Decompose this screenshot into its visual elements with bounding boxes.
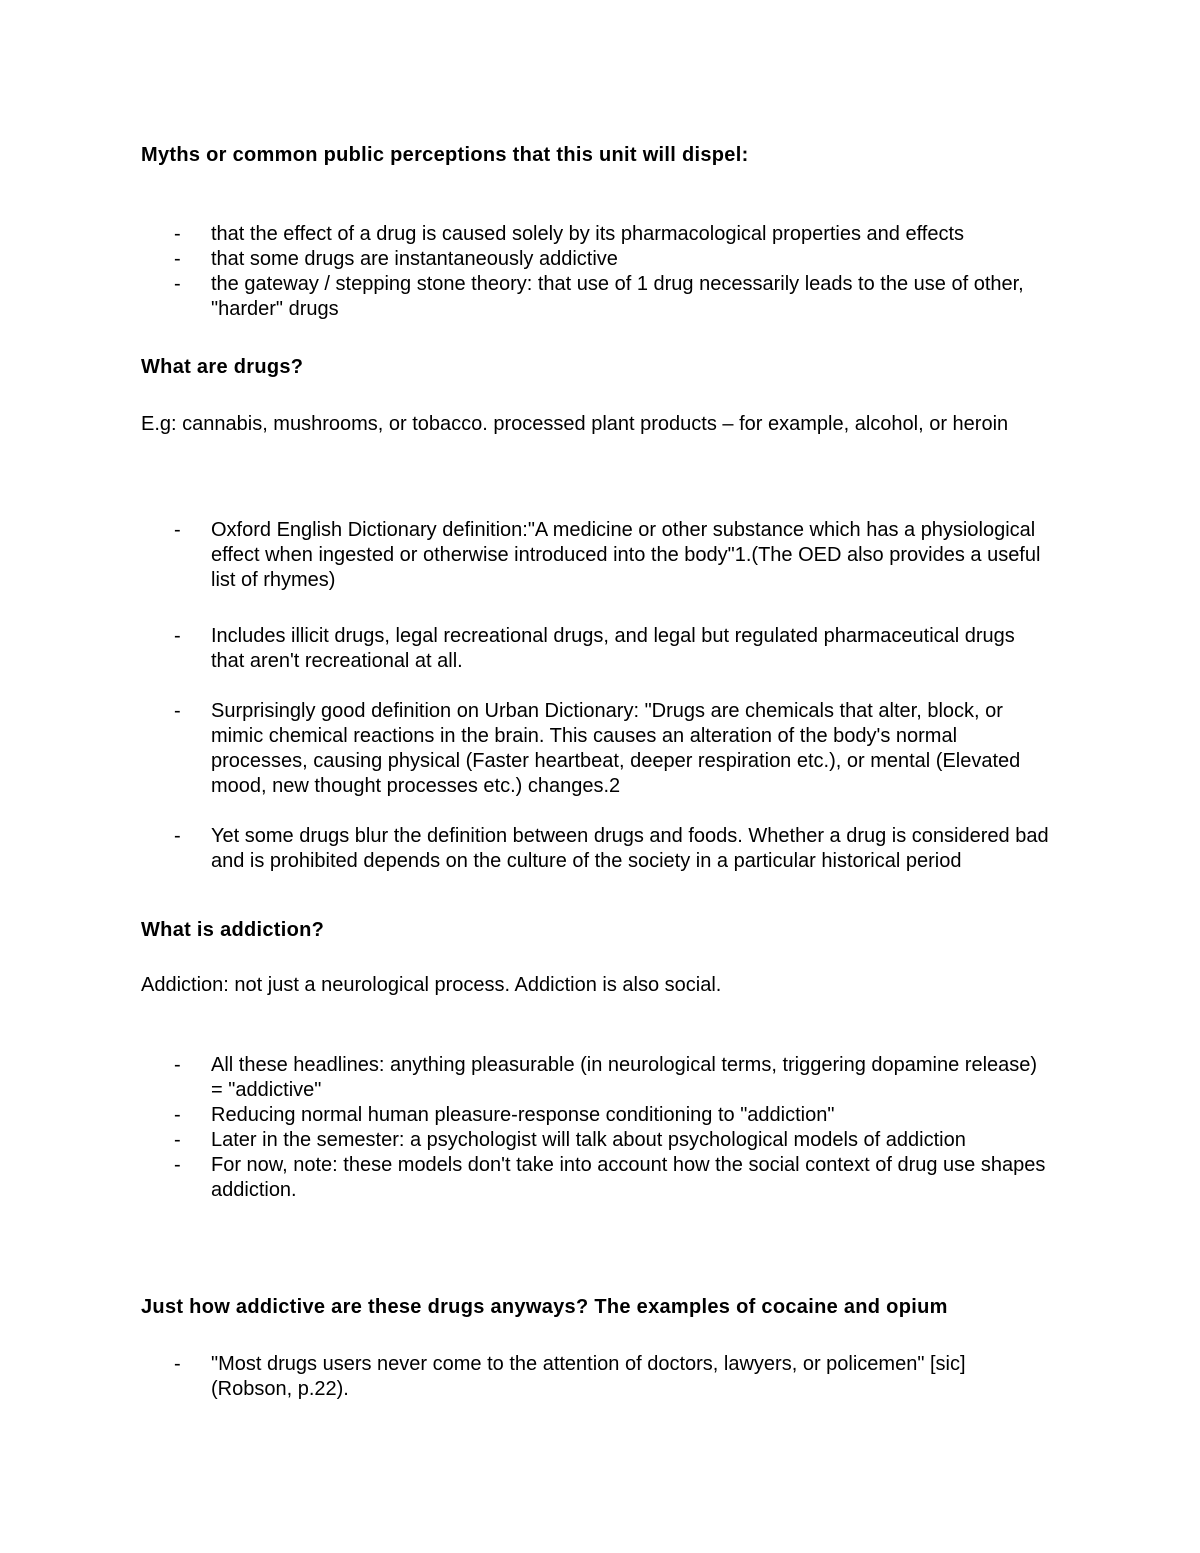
list-item-text: Surprisingly good definition on Urban Dictionary: "Drugs are chemicals that alter, block, or mimic chemical reactions in the brain. This causes an alteration of the body's normal processes, causing physical (Faster heartbeat, deeper respiration etc.), or mental (Elevated mood, new thought processes etc.) changes.2: [211, 700, 1021, 797]
list-item-text: the gateway / stepping stone theory: that use of 1 drug necessarily leads to the use of other, "harder" drugs: [211, 273, 1024, 320]
drugs-list-b: [0, 624, 1200, 874]
list-item: [0, 1352, 1051, 1402]
bullet-dash: -: [174, 625, 181, 647]
list-item: [0, 824, 1051, 874]
list-item-text: "Most drugs users never come to the attention of doctors, lawyers, or policemen" [sic] (Robson, p.22).: [211, 1353, 966, 1400]
bullet-dash: -: [174, 825, 181, 847]
drugs-heading: What are drugs?: [141, 356, 304, 378]
list-item: [0, 1053, 1051, 1103]
bullet-dash: -: [174, 248, 181, 270]
addiction-heading: What is addiction?: [141, 919, 325, 941]
myths-list: [0, 222, 1200, 322]
list-item: [0, 699, 1051, 799]
bullet-dash: -: [174, 519, 181, 541]
list-item-text: that some drugs are instantaneously addictive: [211, 248, 618, 270]
bullet-dash: -: [174, 1154, 181, 1176]
list-item-text: Reducing normal human pleasure-response conditioning to "addiction": [211, 1104, 835, 1126]
list-item-text: Yet some drugs blur the definition between drugs and foods. Whether a drug is considered bad and is prohibited depends on the culture of the society in a particular historical period: [211, 825, 1049, 872]
how-addictive-heading: Just how addictive are these drugs anyways? The examples of cocaine and opium: [141, 1296, 948, 1318]
addiction-intro: Addiction: not just a neurological process. Addiction is also social.: [141, 974, 722, 996]
list-item-text: For now, note: these models don't take into account how the social context of drug use shapes addiction.: [211, 1154, 1046, 1201]
list-item: [0, 247, 1051, 272]
bullet-dash: -: [174, 273, 181, 295]
list-item: [0, 1153, 1051, 1203]
list-item-text: Later in the semester: a psychologist will talk about psychological models of addiction: [211, 1129, 966, 1151]
list-item-text: that the effect of a drug is caused solely by its pharmacological properties and effects: [211, 223, 965, 245]
list-item: [0, 624, 1051, 674]
bullet-dash: -: [174, 1104, 181, 1126]
bullet-dash: -: [174, 1353, 181, 1375]
myths-heading: Myths or common public perceptions that this unit will dispel:: [141, 144, 749, 166]
list-item: [0, 1103, 1051, 1128]
list-item-text: All these headlines: anything pleasurable (in neurological terms, triggering dopamine release) = "addictive": [211, 1054, 1038, 1101]
how-addictive-list: [0, 1352, 1200, 1402]
addiction-list: [0, 1053, 1200, 1203]
list-item: [0, 272, 1051, 322]
list-item: [0, 222, 1051, 247]
drugs-list-a: [0, 518, 1200, 593]
bullet-dash: -: [174, 223, 181, 245]
bullet-dash: -: [174, 1054, 181, 1076]
list-item-text: Includes illicit drugs, legal recreational drugs, and legal but regulated pharmaceutical drugs that aren't recreational at all.: [211, 625, 1015, 672]
bullet-dash: -: [174, 1129, 181, 1151]
list-item-text: Oxford English Dictionary definition:"A medicine or other substance which has a physiological effect when ingested or otherwise introduced into the body"1.(The OED also provides a useful list of rhymes): [211, 519, 1041, 591]
list-item: [0, 518, 1051, 593]
bullet-dash: -: [174, 700, 181, 722]
drugs-intro: E.g: cannabis, mushrooms, or tobacco. processed plant products – for example, alcohol, or heroin: [141, 413, 1009, 435]
list-item: [0, 1128, 1051, 1153]
